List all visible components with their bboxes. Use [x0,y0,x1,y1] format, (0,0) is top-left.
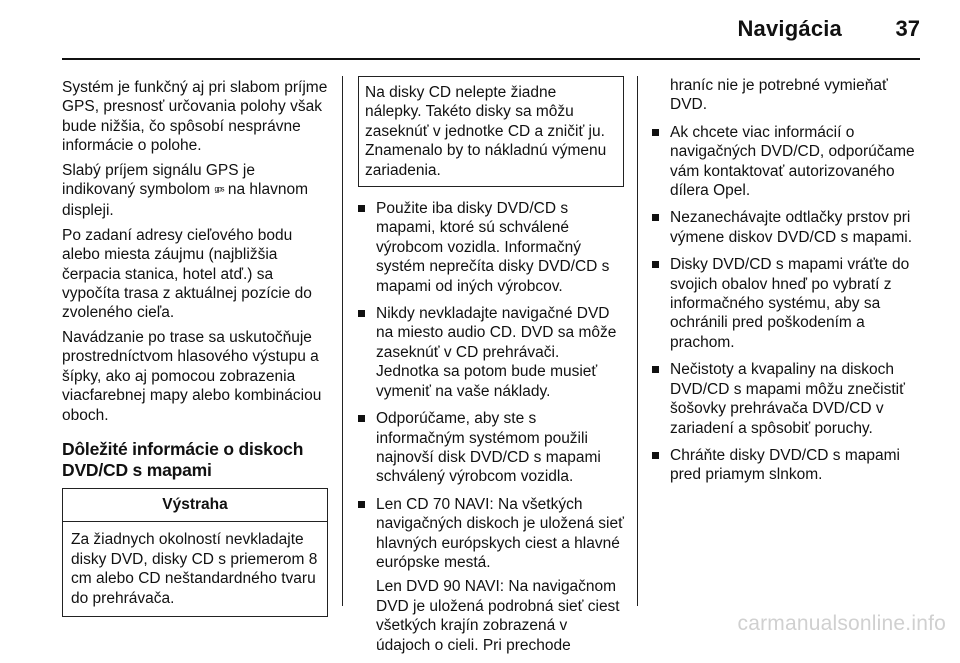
bullet-square-icon [358,205,365,212]
bullet-square-icon [358,501,365,508]
bullet-square-icon [358,415,365,422]
list-item: Použite iba disky DVD/CD s mapami, ktoré sú schválené výrobcom vozidla. Informačný systém neprečíta disky DVD/CD s mapami od iných výrobcov. [358,199,624,296]
list-item: Nečistoty a kvapaliny na diskoch DVD/CD s mapami môžu znečistiť šošovky prehrávača DVD/CD v zariadení a spôsobiť poruchy. [652,360,922,438]
page-number: 37 [895,16,920,41]
column-divider-1 [342,76,343,606]
section-heading: Dôležité informácie o diskoch DVD/CD s mapami [62,438,304,480]
header-divider [62,58,920,60]
list-item-continuation: hraníc nie je potrebné vymieňať DVD. [670,77,888,114]
list-item: Nezanechávajte odtlačky prstov pri výmene diskov DVD/CD s mapami. [652,208,922,247]
gps-weak-icon: ᵍᵖˢ [214,185,224,198]
bullet-square-icon [652,129,659,136]
warning-box [62,488,328,617]
paragraph-gps-symbol: Slabý príjem signálu GPS je indikovaný symbolom ᵍᵖˢ na hlavnom displeji. [62,161,308,220]
bullet-square-icon [652,261,659,268]
bullet-square-icon [652,366,659,373]
column-1 [62,78,328,617]
warning-box-continued: Na disky CD nelepte žiadne nálepky. Takéto disky sa môžu zaseknúť v jednotke CD a zničiť ju. Znamenalo by to nákladnú výmenu zariadenia. [358,76,624,187]
paragraph-gps-weak: Systém je funkčný aj pri slabom príjme GPS, presnosť určovania polohy však bude nižšia, čo spôsobí nesprávne informácie o polohe. [62,79,328,155]
warning-text: Za žiadnych okolností nevkladajte disky DVD, disky CD s priemerom 8 cm alebo CD neštandardného tvaru do prehrávača. [71,531,318,607]
column-2 [358,76,624,663]
list-item: Len CD 70 NAVI: Na všetkých navigačných diskoch je uložená sieť hlavných európskych ciest a hlavné európske mestá. Len DVD 90 NAVI: Na navigačnom DVD je uložená podrobná sieť ciest všetkých krajín zobrazená v údajoch o cieli. Pri prechode [358,495,624,655]
bullet-list-1 [358,199,624,655]
bullet-square-icon [358,310,365,317]
column-divider-2 [637,76,638,606]
list-item: Chráňte disky DVD/CD s mapami pred priamym slnkom. [652,446,922,485]
warning-title: Výstraha [63,489,327,522]
paragraph-route-calc: Po zadaní adresy cieľového bodu alebo miesta záujmu (najbližšia čerpacia stanica, hotel atď.) sa vypočíta trasa z aktuálnej pozície do zvoleného cieľa. [62,226,312,322]
page-section-title: Navigácia [737,16,842,41]
bullet-list-2 [652,123,922,485]
list-item: Ak chcete viac informácií o navigačných DVD/CD, odporúčame vám kontaktovať autorizovaného dílera Opel. [652,123,922,201]
list-item: Odporúčame, aby ste s informačným systémom použili najnovší disk DVD/CD s mapami schválený výrobcom vozidla. [358,409,624,487]
column-3 [652,76,922,493]
list-item: Nikdy nevkladajte navigačné DVD na miesto audio CD. DVD sa môže zaseknúť v CD prehrávači. Jednotka sa potom bude musieť vymeniť na vaše náklady. [358,304,624,401]
watermark-text: carmanualsonline.info [737,612,946,635]
paragraph-guidance: Navádzanie po trase sa uskutočňuje prostredníctvom hlasového výstupu a šípky, ako aj pomocou zobrazenia viacfarebnej mapy alebo kombináciou oboch. [62,328,322,424]
list-item-continuation: Len DVD 90 NAVI: Na navigačnom DVD je uložená podrobná sieť ciest všetkých krajín zobrazená v údajoch o cieli. Pri prechode [376,578,620,654]
list-item: Disky DVD/CD s mapami vráťte do svojich obalov hneď po vybratí z informačného systému, aby sa ochránili pred poškodením a prachom. [652,255,922,352]
bullet-square-icon [652,452,659,459]
bullet-square-icon [652,214,659,221]
